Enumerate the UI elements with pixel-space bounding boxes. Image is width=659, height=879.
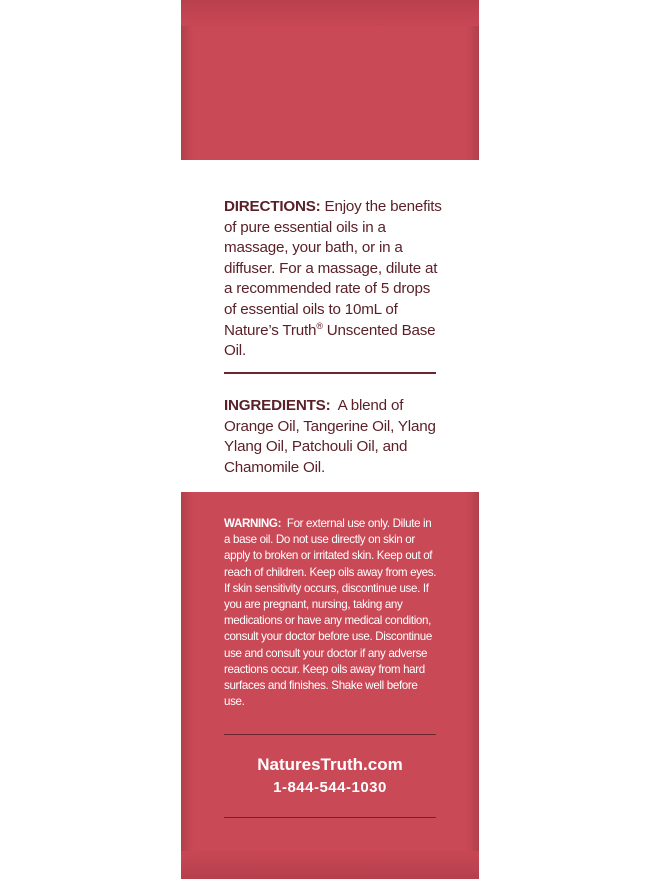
box-top-edge [181, 0, 479, 26]
ingredients-text [224, 396, 442, 478]
divider-directions [224, 372, 436, 374]
product-box-side-panel [181, 0, 479, 879]
directions-text [224, 197, 442, 362]
warning-text [224, 516, 438, 710]
registered-mark: ® [316, 320, 323, 331]
divider-contact-bottom [224, 817, 436, 818]
website-text: NaturesTruth.com [257, 755, 403, 774]
box-bottom-edge [181, 851, 479, 879]
warning-body: For external use only. Dilute in a base oil. Do not use directly on skin or apply to broken or irritated skin. Keep out of reach of children. Keep oils away from eyes. If skin sensitivity occurs, discontinue use. If you are pregnant, nursing, taking any medications or have any medical condition, consult your doctor before use. Discontinue use and consult your doctor if any adverse reactions occur. Keep oils away from hard surfaces and finishes. Shake well before use. [224, 517, 439, 709]
directions-body-end: Unscented Base Oil. [224, 321, 436, 360]
divider-contact-top [224, 734, 436, 735]
ingredients-label: INGREDIENTS: [224, 397, 331, 414]
ingredients-body: A blend of Orange Oil, Tangerine Oil, Ylang Ylang Oil, Patchouli Oil, and Chamomile Oil. [224, 397, 440, 476]
warning-label: WARNING: [224, 517, 282, 530]
phone-number: 1-844-544-1030 [273, 779, 387, 796]
directions-label: DIRECTIONS: [224, 198, 321, 215]
directions-body: Enjoy the benefits of pure essential oils in a massage, your bath, or in a diffuser. For a massage, dilute at a recommended rate of 5 drops of essential oils to 10mL of Nature’s Truth [224, 198, 442, 339]
